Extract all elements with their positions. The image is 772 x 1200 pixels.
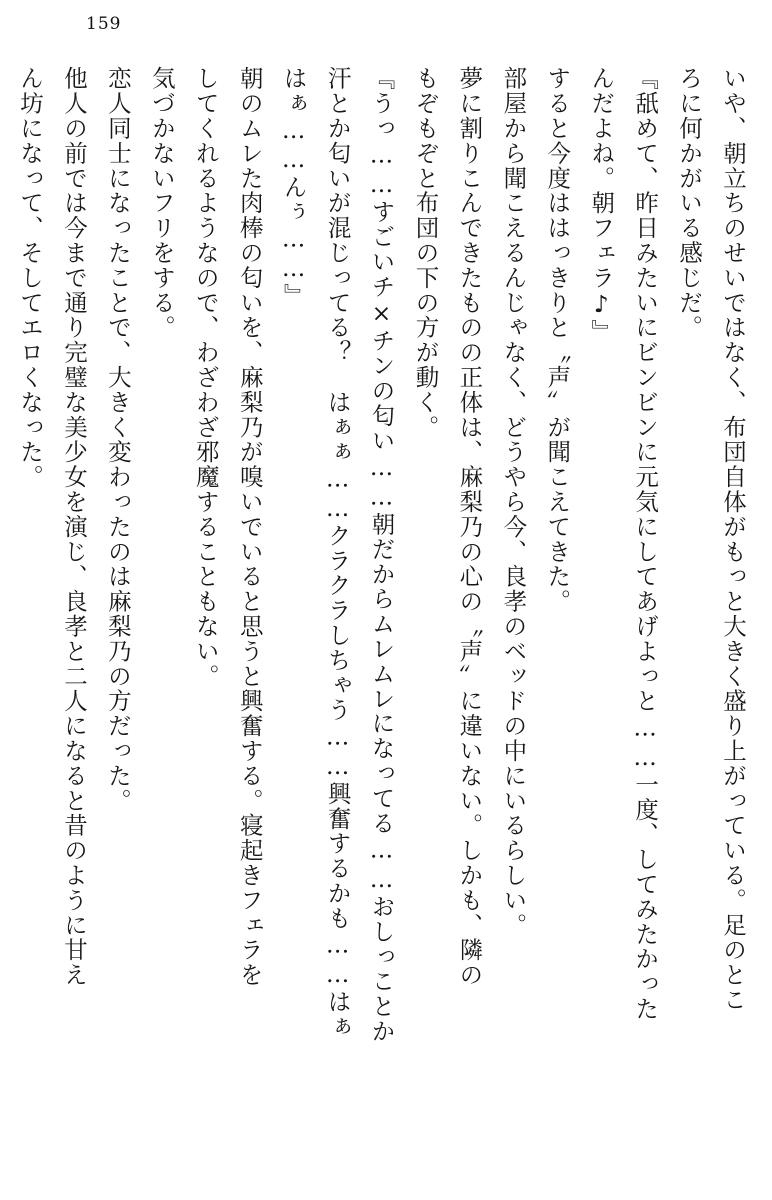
paragraph: 恋人同士になったことで、大きく変わったのは麻梨乃の方だった。 — [103, 66, 132, 813]
paragraph: してくれるようなので、わざわざ邪魔することもない。 — [191, 66, 220, 689]
paragraph: はぁ……んぅ……』 — [279, 66, 308, 309]
body-text-vertical — [18, 66, 754, 1166]
paragraph: 夢に割りこんできたものの正体は、麻梨乃の心の〝声〟に違いない。しかも、隣の — [455, 66, 484, 988]
paragraph: ん坊になって、そしてエロくなった。 — [16, 66, 44, 490]
paragraph: すると今度ははっきりと〝声〟が聞こえてきた。 — [543, 66, 572, 614]
paragraph: んだよね。朝フェラ♪』 — [587, 66, 616, 345]
paragraph: いや、朝立ちのせいではなく、布団自体がもっと大きく盛り上がっている。足のとこ — [719, 66, 747, 1013]
paragraph: 他人の前では今まで通り完璧な美少女を演じ、良孝と二人になると昔のように甘え — [59, 66, 88, 988]
paragraph: 気づかないフリをする。 — [147, 66, 176, 340]
paragraph: 汗とか匂いが混じってる？ はぁぁ……クラクラしちゃう……興奮するかも……はぁ — [323, 66, 352, 1040]
paragraph: 『うっ……すごいチ×チンの匂い……朝だからムレムレになってる……おしっことか — [367, 66, 396, 1044]
paragraph: もぞもぞと布団の下の方が動く。 — [411, 66, 440, 440]
page-number: 159 — [86, 14, 122, 34]
paragraph: 部屋から聞こえるんじゃなく、どうやら今、良孝のベッドの中にいるらしい。 — [499, 66, 528, 938]
paragraph: 『舐めて、昨日みたいにビンビンに元気にしてあげよっと……一度、してみたかった — [631, 66, 660, 1022]
paragraph: 朝のムレた肉棒の匂いを、麻梨乃が嗅いでいると思うと興奮する。寝起きフェラを — [235, 66, 264, 988]
paragraph: ろに何かがいる感じだ。 — [675, 66, 704, 340]
